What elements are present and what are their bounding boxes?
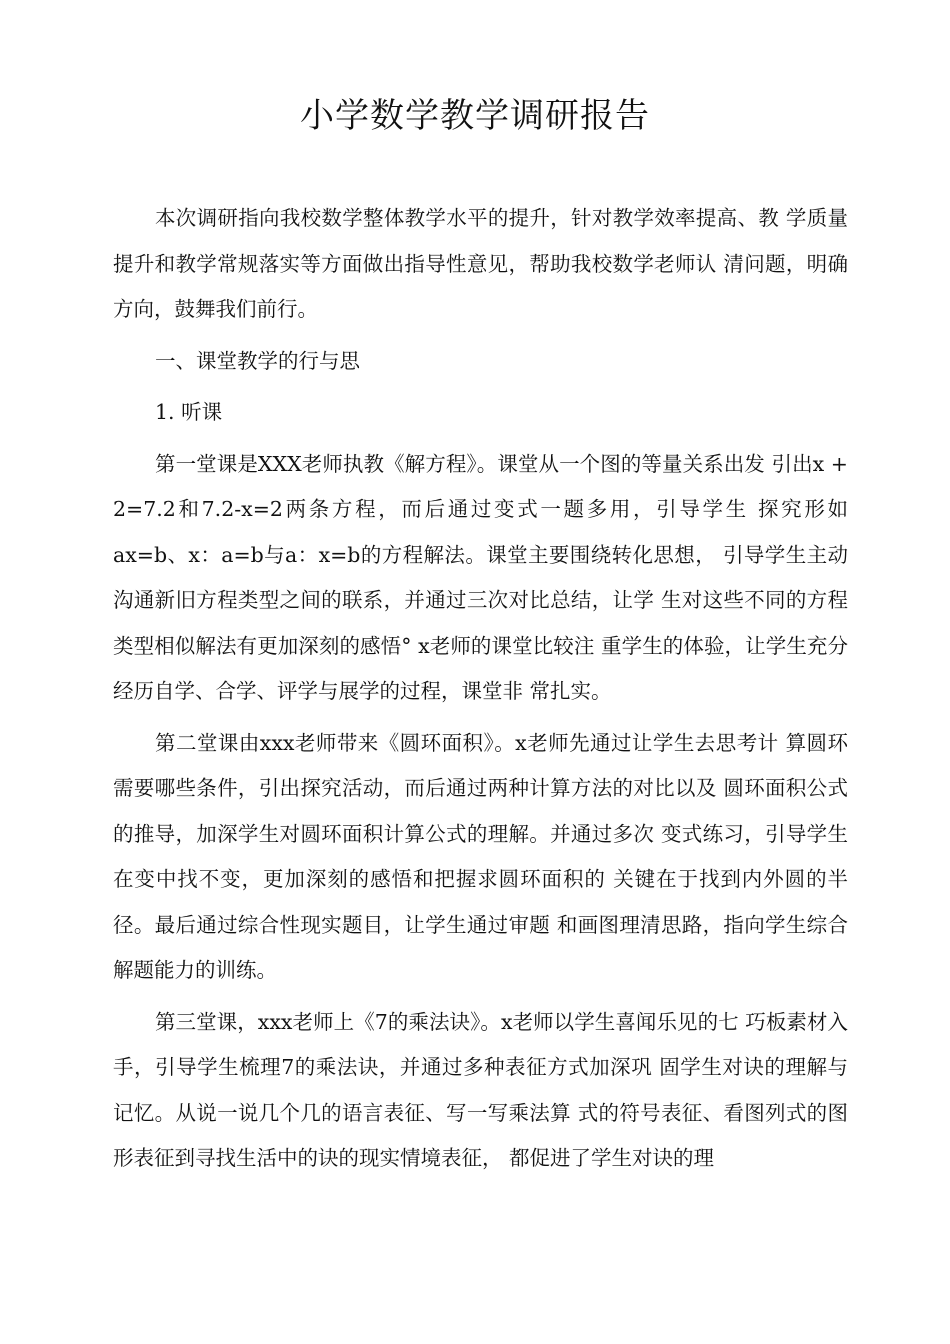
document-title: 小学数学教学调研报告 [300,96,650,136]
lesson-1-paragraph: 第一堂课是XXX老师执教《解方程》。课堂从一个图的等量关系出发 引出x + 2=7.2和7.2-x=2两条方程，而后通过变式一题多用，引导学生 探究形如ax=b、x：a=b与a：x=b的方程解法。课堂主要围绕转化思想， 引导学生主动沟通新旧方程类型之间的联系，并通过三次对比总结，让学 生对这些不同的方程类型相似解法有更加深刻的感悟° x老师的课堂比较注 重学生的体验，让学生充分经历自学、合学、评学与展学的过程，课堂非 常扎实。 [113,451,848,703]
section-heading: 一、课堂教学的行与思 [155,348,360,373]
lesson-3-paragraph: 第三堂课，xxx老师上《7的乘法诀》。x老师以学生喜闻乐见的七 巧板素材入手，引导学生梳理7的乘法诀，并通过多种表征方式加深巩 固学生对诀的理解与记忆。从说一说几个几的语言表征、写一写乘法算 式的符号表征、看图列式的图形表征到寻找生活中的诀的现实情境表征， 都促进了学生对诀的理 [113,1009,848,1170]
lesson-2-paragraph: 第二堂课由xxx老师带来《圆环面积》。x老师先通过让学生去思考计 算圆环需要哪些条件，引出探究活动，而后通过两种计算方法的对比以及 圆环面积公式的推导，加深学生对圆环面积计算公式的理解。并通过多次 变式练习，引导学生在变中找不变，更加深刻的感悟和把握求圆环面积的 关键在于找到内外圆的半径。最后通过综合性现实题目，让学生通过审题 和画图理清思路，指向学生综合解题能力的训练。 [113,730,848,982]
subsection-heading: 1. 听课 [155,400,223,424]
intro-paragraph: 本次调研指向我校数学整体教学水平的提升，针对教学效率提高、教 学质量提升和教学常规落实等方面做出指导性意见，帮助我校数学老师认 清问题，明确方向，鼓舞我们前行。 [113,206,848,321]
document-body [113,196,848,1182]
